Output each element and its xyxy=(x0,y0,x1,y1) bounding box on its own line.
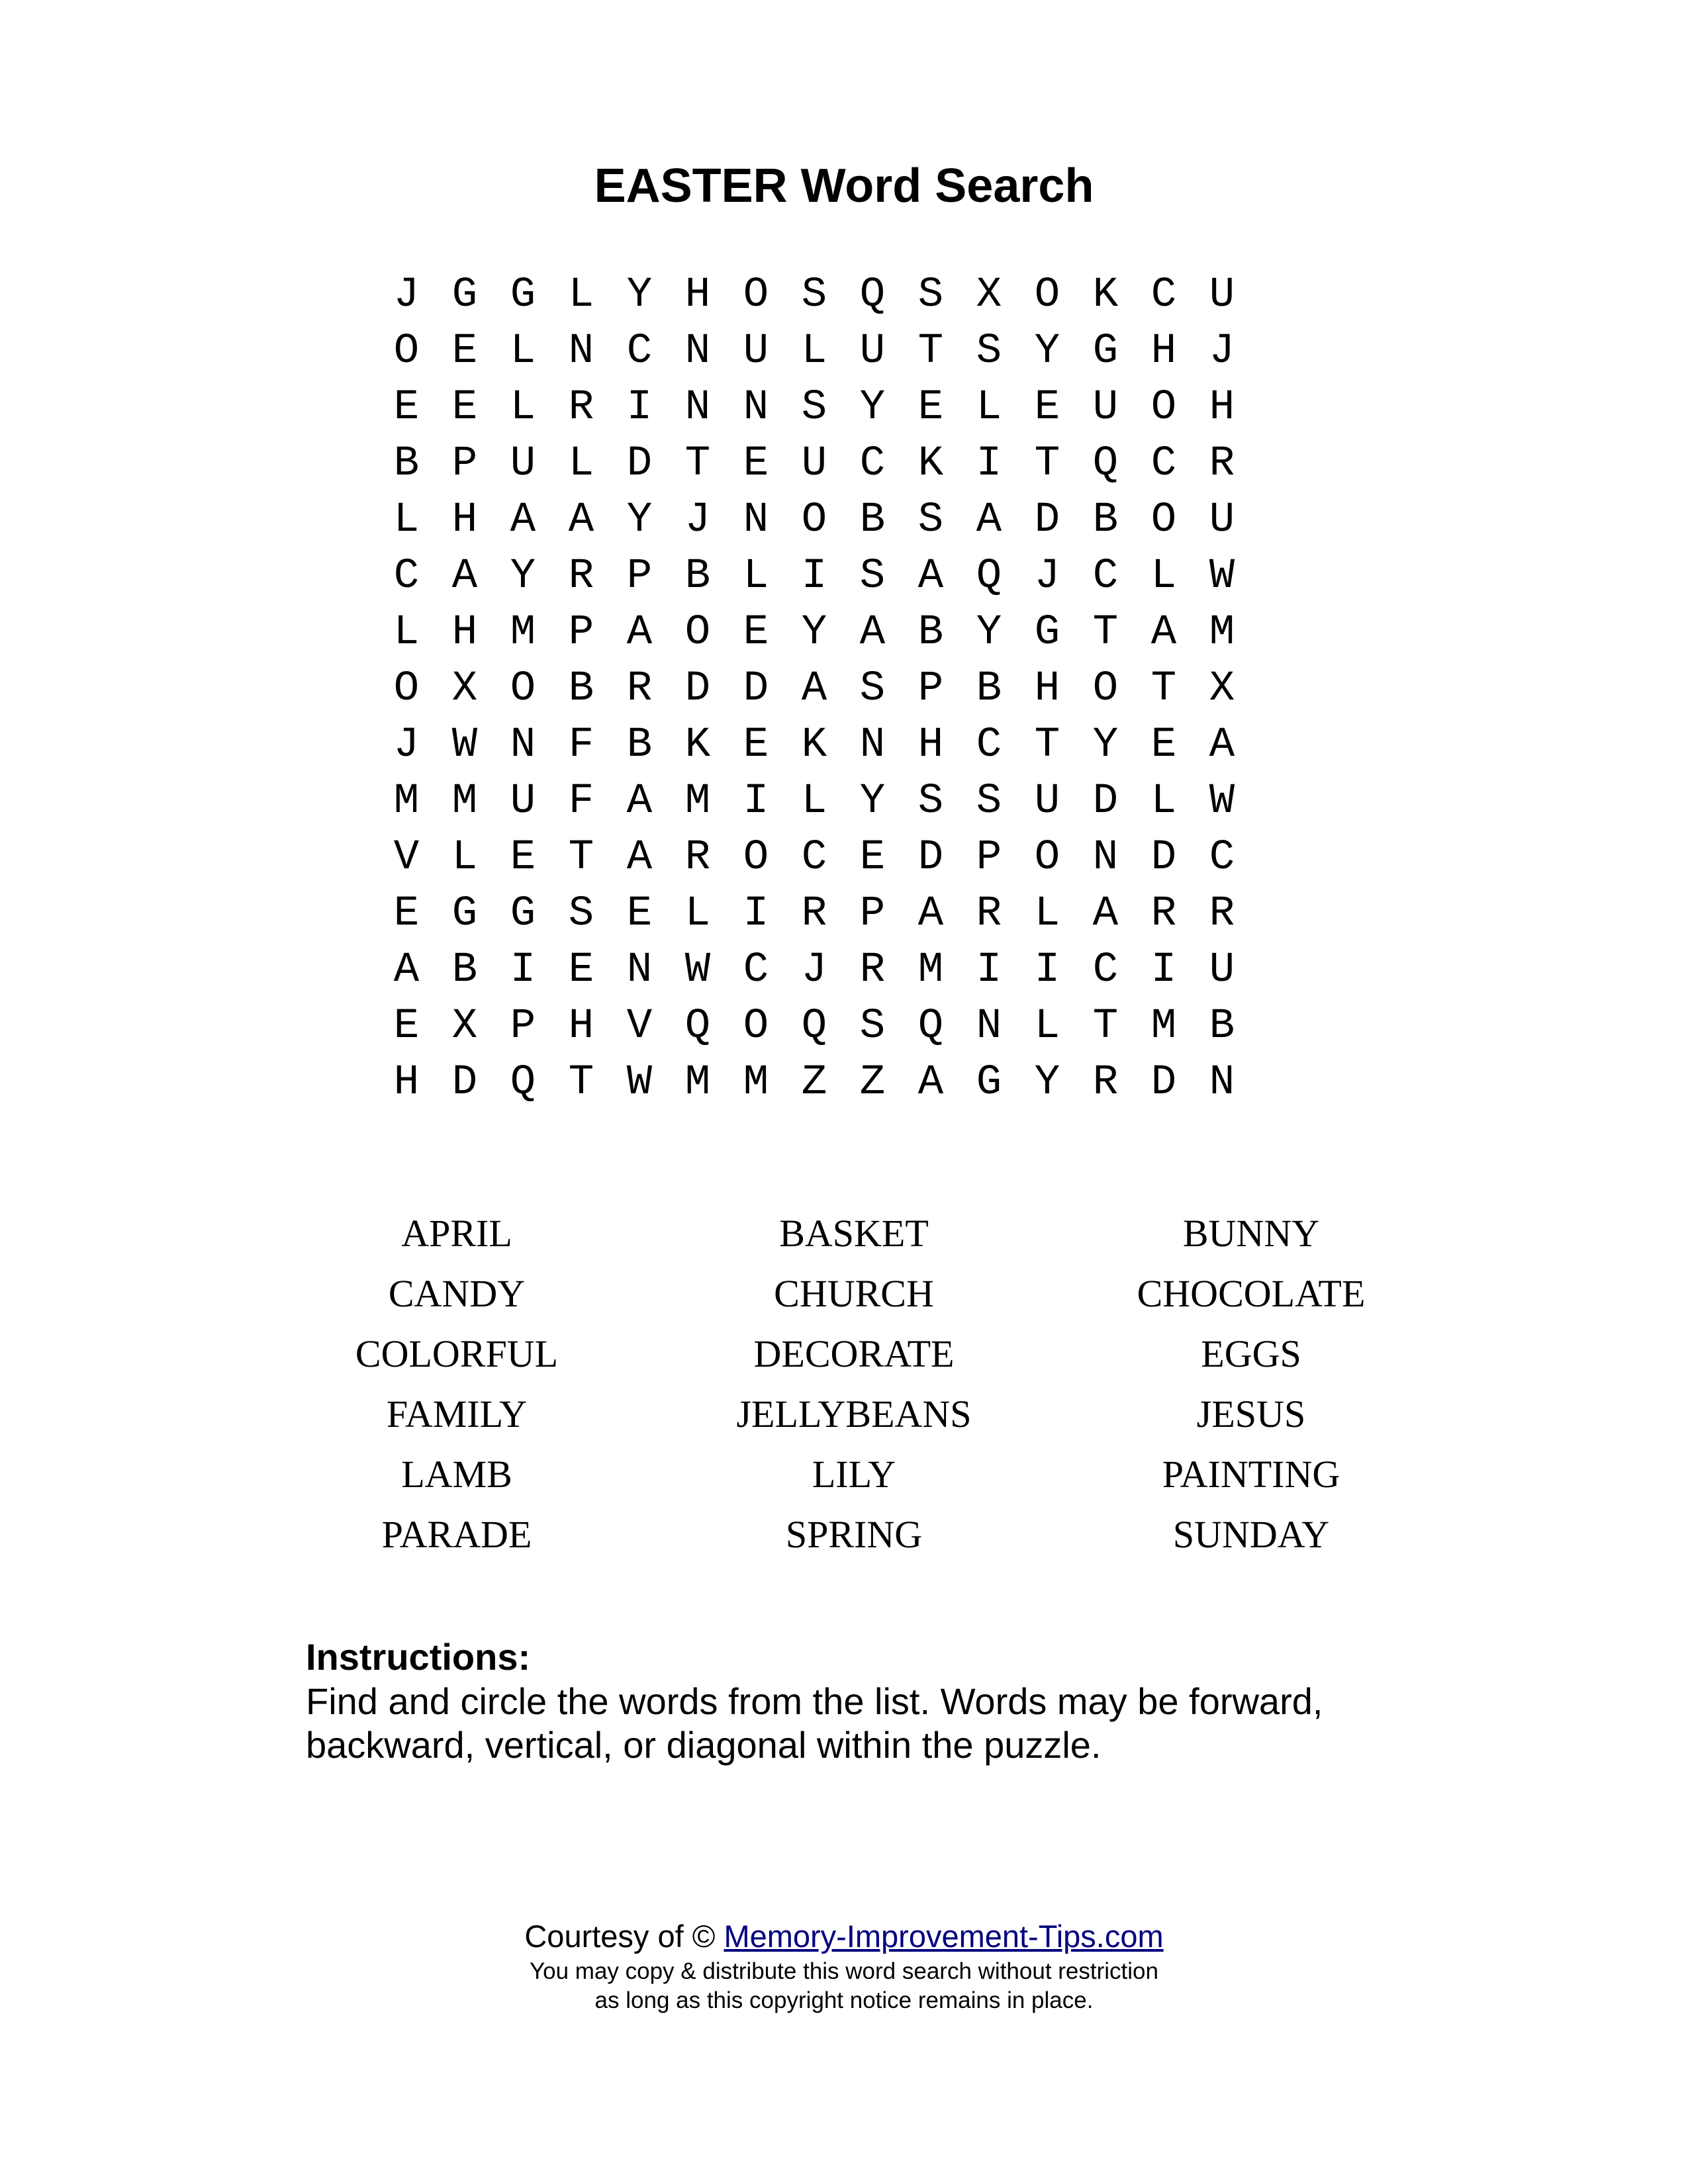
grid-letter: A xyxy=(568,496,594,544)
grid-letter: A xyxy=(626,609,653,657)
word-item: EGGS xyxy=(1201,1332,1301,1375)
grid-letter: U xyxy=(1034,778,1060,825)
grid-letter: T xyxy=(1092,609,1119,657)
grid-letter: W xyxy=(451,721,478,769)
grid-letter: Y xyxy=(626,271,653,319)
grid-letter: L xyxy=(1034,1003,1060,1050)
word-row xyxy=(258,1263,1450,1324)
grid-letter: B xyxy=(451,946,478,994)
grid-letter: A xyxy=(1209,721,1235,769)
word-item: COLORFUL xyxy=(355,1332,559,1375)
grid-letter: L xyxy=(393,496,420,544)
grid-letter: J xyxy=(393,721,420,769)
grid-letter: W xyxy=(1209,553,1235,600)
word-row xyxy=(258,1324,1450,1384)
grid-letter: E xyxy=(451,328,478,375)
grid-letter: R xyxy=(801,890,827,938)
grid-letter: L xyxy=(393,609,420,657)
grid-letter: M xyxy=(1209,609,1235,657)
grid-letter: T xyxy=(1034,721,1060,769)
grid-row xyxy=(377,661,1251,717)
grid-letter: H xyxy=(917,721,944,769)
grid-letter: J xyxy=(393,271,420,319)
grid-letter: Q xyxy=(801,1003,827,1050)
grid-letter: R xyxy=(1209,440,1235,488)
grid-letter: A xyxy=(917,890,944,938)
grid-letter: N xyxy=(743,384,769,432)
grid-letter: N xyxy=(1209,1059,1235,1107)
grid-letter: W xyxy=(626,1059,653,1107)
word-row xyxy=(258,1504,1450,1565)
grid-letter: X xyxy=(451,665,478,713)
grid-letter: B xyxy=(1092,496,1119,544)
grid-letter: Q xyxy=(684,1003,711,1050)
grid-letter: O xyxy=(1034,271,1060,319)
grid-letter: W xyxy=(684,946,711,994)
grid-letter: I xyxy=(801,553,827,600)
grid-letter: D xyxy=(451,1059,478,1107)
grid-letter: H xyxy=(684,271,711,319)
grid-letter: B xyxy=(626,721,653,769)
grid-letter: D xyxy=(1150,1059,1177,1107)
grid-letter: O xyxy=(1092,665,1119,713)
grid-letter: N xyxy=(568,328,594,375)
grid-letter: E xyxy=(451,384,478,432)
grid-letter: L xyxy=(510,328,536,375)
grid-letter: S xyxy=(917,496,944,544)
grid-letter: A xyxy=(976,496,1002,544)
grid-row xyxy=(377,605,1251,661)
grid-letter: Q xyxy=(859,271,886,319)
grid-letter: I xyxy=(976,946,1002,994)
grid-letter: R xyxy=(626,665,653,713)
grid-letter: O xyxy=(743,271,769,319)
word-item: LILY xyxy=(812,1453,896,1496)
grid-letter: A xyxy=(1150,609,1177,657)
word-item: PAINTING xyxy=(1162,1453,1340,1496)
page-title: EASTER Word Search xyxy=(594,159,1094,212)
word-item: CHOCOLATE xyxy=(1137,1272,1366,1315)
grid-letter: A xyxy=(510,496,536,544)
word-item: CHURCH xyxy=(774,1272,934,1315)
grid-letter: S xyxy=(568,890,594,938)
word-item: PARADE xyxy=(381,1513,532,1556)
grid-letter: T xyxy=(684,440,711,488)
grid-letter: J xyxy=(1209,328,1235,375)
grid-letter: O xyxy=(801,496,827,544)
grid-letter: S xyxy=(976,328,1002,375)
grid-row xyxy=(377,942,1251,999)
grid-row xyxy=(377,380,1251,436)
grid-letter: W xyxy=(1209,778,1235,825)
grid-letter: B xyxy=(684,553,711,600)
grid-letter: E xyxy=(393,1003,420,1050)
grid-letter: H xyxy=(568,1003,594,1050)
grid-letter: M xyxy=(743,1059,769,1107)
grid-letter: P xyxy=(451,440,478,488)
grid-letter: D xyxy=(626,440,653,488)
grid-letter: L xyxy=(1150,553,1177,600)
grid-letter: A xyxy=(917,553,944,600)
grid-row xyxy=(377,1055,1251,1111)
grid-letter: N xyxy=(684,328,711,375)
word-list xyxy=(258,1203,1450,1565)
word-item: DECORATE xyxy=(753,1332,955,1375)
word-item: JELLYBEANS xyxy=(736,1392,972,1435)
grid-letter: G xyxy=(1034,609,1060,657)
instructions-body: Find and circle the words from the list. Words may be forward, backward, vertical, or diagonal within the puzzle. xyxy=(306,1680,1323,1766)
grid-letter: D xyxy=(743,665,769,713)
grid-letter: L xyxy=(801,778,827,825)
word-item: BUNNY xyxy=(1182,1212,1320,1255)
grid-letter: I xyxy=(510,946,536,994)
grid-letter: T xyxy=(1034,440,1060,488)
grid-letter: G xyxy=(1092,328,1119,375)
word-item: BASKET xyxy=(779,1212,929,1255)
grid-letter: Q xyxy=(510,1059,536,1107)
grid-letter: V xyxy=(626,1003,653,1050)
grid-letter: Z xyxy=(801,1059,827,1107)
grid-letter: R xyxy=(1209,890,1235,938)
grid-letter: O xyxy=(1150,496,1177,544)
grid-letter: U xyxy=(859,328,886,375)
word-item: LAMB xyxy=(401,1453,512,1496)
grid-letter: Z xyxy=(859,1059,886,1107)
grid-letter: A xyxy=(859,609,886,657)
grid-letter: E xyxy=(1150,721,1177,769)
grid-letter: O xyxy=(743,1003,769,1050)
grid-letter: F xyxy=(568,778,594,825)
grid-letter: N xyxy=(859,721,886,769)
grid-letter: A xyxy=(801,665,827,713)
grid-letter: J xyxy=(1034,553,1060,600)
grid-letter: C xyxy=(626,328,653,375)
grid-letter: J xyxy=(684,496,711,544)
grid-row xyxy=(377,717,1251,774)
grid-letter: C xyxy=(859,440,886,488)
grid-letter: R xyxy=(568,553,594,600)
grid-letter: E xyxy=(743,609,769,657)
grid-letter: U xyxy=(801,440,827,488)
grid-letter: Y xyxy=(801,609,827,657)
grid-letter: H xyxy=(1209,384,1235,432)
grid-letter: H xyxy=(1034,665,1060,713)
grid-letter: E xyxy=(917,384,944,432)
grid-letter: L xyxy=(801,328,827,375)
grid-letter: N xyxy=(626,946,653,994)
grid-letter: A xyxy=(451,553,478,600)
grid-letter: Y xyxy=(859,778,886,825)
grid-letter: R xyxy=(568,384,594,432)
grid-letter: R xyxy=(859,946,886,994)
grid-letter: C xyxy=(1092,553,1119,600)
word-item: SPRING xyxy=(785,1513,923,1556)
grid-letter: O xyxy=(743,834,769,882)
grid-letter: D xyxy=(1034,496,1060,544)
grid-letter: M xyxy=(917,946,944,994)
grid-letter: F xyxy=(568,721,594,769)
grid-letter: K xyxy=(801,721,827,769)
grid-letter: I xyxy=(1034,946,1060,994)
grid-letter: C xyxy=(1150,440,1177,488)
grid-letter: E xyxy=(743,721,769,769)
grid-letter: L xyxy=(510,384,536,432)
grid-letter: O xyxy=(393,665,420,713)
grid-row xyxy=(377,830,1251,886)
grid-letter: P xyxy=(510,1003,536,1050)
grid-letter: E xyxy=(393,890,420,938)
grid-letter: Q xyxy=(976,553,1002,600)
word-row xyxy=(258,1384,1450,1444)
grid-letter: T xyxy=(568,834,594,882)
grid-letter: U xyxy=(1209,496,1235,544)
grid-letter: C xyxy=(1209,834,1235,882)
grid-letter: B xyxy=(568,665,594,713)
grid-letter: G xyxy=(510,271,536,319)
grid-letter: E xyxy=(626,890,653,938)
grid-letter: L xyxy=(568,440,594,488)
grid-letter: K xyxy=(917,440,944,488)
grid-letter: A xyxy=(1092,890,1119,938)
grid-letter: U xyxy=(1209,946,1235,994)
word-row xyxy=(258,1203,1450,1263)
grid-letter: A xyxy=(393,946,420,994)
site-link[interactable]: Memory-Improvement-Tips.com xyxy=(724,1919,1164,1954)
grid-letter: O xyxy=(1150,384,1177,432)
grid-letter: U xyxy=(1092,384,1119,432)
grid-letter: S xyxy=(917,778,944,825)
grid-letter: U xyxy=(1209,271,1235,319)
word-item: SUNDAY xyxy=(1172,1513,1330,1556)
grid-letter: N xyxy=(684,384,711,432)
grid-letter: A xyxy=(626,778,653,825)
grid-letter: B xyxy=(917,609,944,657)
grid-row xyxy=(377,324,1251,380)
grid-letter: Y xyxy=(859,384,886,432)
grid-letter: A xyxy=(626,834,653,882)
grid-letter: T xyxy=(1150,665,1177,713)
grid-letter: G xyxy=(976,1059,1002,1107)
grid-letter: D xyxy=(684,665,711,713)
grid-letter: I xyxy=(1150,946,1177,994)
grid-letter: T xyxy=(568,1059,594,1107)
grid-letter: Q xyxy=(917,1003,944,1050)
grid-letter: L xyxy=(1034,890,1060,938)
grid-letter: T xyxy=(917,328,944,375)
grid-letter: E xyxy=(1034,384,1060,432)
grid-letter: M xyxy=(451,778,478,825)
grid-letter: H xyxy=(451,609,478,657)
grid-letter: U xyxy=(510,778,536,825)
word-item: FAMILY xyxy=(386,1392,528,1435)
grid-letter: H xyxy=(1150,328,1177,375)
letter-grid xyxy=(377,267,1251,1115)
grid-letter: E xyxy=(510,834,536,882)
grid-letter: C xyxy=(976,721,1002,769)
grid-letter: X xyxy=(976,271,1002,319)
grid-letter: S xyxy=(801,384,827,432)
grid-letter: O xyxy=(1034,834,1060,882)
grid-letter: O xyxy=(510,665,536,713)
grid-letter: Y xyxy=(510,553,536,600)
grid-letter: C xyxy=(393,553,420,600)
copyright-note-line-1: You may copy & distribute this word search without restriction xyxy=(530,1958,1158,1984)
grid-letter: H xyxy=(451,496,478,544)
grid-letter: I xyxy=(743,778,769,825)
grid-letter: R xyxy=(1092,1059,1119,1107)
grid-letter: P xyxy=(976,834,1002,882)
grid-row xyxy=(377,549,1251,605)
grid-letter: B xyxy=(393,440,420,488)
grid-letter: C xyxy=(1092,946,1119,994)
grid-letter: X xyxy=(1209,665,1235,713)
grid-letter: L xyxy=(976,384,1002,432)
instructions xyxy=(306,1635,1431,1767)
grid-letter: R xyxy=(684,834,711,882)
grid-letter: D xyxy=(1150,834,1177,882)
grid-letter: N xyxy=(743,496,769,544)
grid-letter: R xyxy=(976,890,1002,938)
grid-letter: O xyxy=(393,328,420,375)
grid-letter: M xyxy=(684,778,711,825)
grid-letter: K xyxy=(684,721,711,769)
grid-letter: M xyxy=(1150,1003,1177,1050)
grid-row xyxy=(377,492,1251,549)
grid-letter: Q xyxy=(1092,440,1119,488)
word-item: APRIL xyxy=(401,1212,512,1255)
grid-letter: E xyxy=(859,834,886,882)
grid-letter: G xyxy=(451,271,478,319)
grid-letter: N xyxy=(510,721,536,769)
grid-letter: I xyxy=(743,890,769,938)
word-row xyxy=(258,1444,1450,1504)
grid-letter: E xyxy=(393,384,420,432)
grid-letter: B xyxy=(1209,1003,1235,1050)
grid-letter: S xyxy=(976,778,1002,825)
grid-letter: P xyxy=(626,553,653,600)
courtesy-prefix: Courtesy of © xyxy=(524,1919,716,1954)
grid-row xyxy=(377,999,1251,1055)
grid-letter: T xyxy=(1092,1003,1119,1050)
grid-letter: Y xyxy=(976,609,1002,657)
grid-letter: I xyxy=(976,440,1002,488)
grid-letter: X xyxy=(451,1003,478,1050)
grid-letter: M xyxy=(510,609,536,657)
grid-letter: Y xyxy=(1034,1059,1060,1107)
grid-letter: J xyxy=(801,946,827,994)
grid-letter: Y xyxy=(626,496,653,544)
grid-letter: I xyxy=(626,384,653,432)
grid-letter: R xyxy=(1150,890,1177,938)
word-item: JESUS xyxy=(1196,1392,1306,1435)
grid-letter: H xyxy=(393,1059,420,1107)
grid-letter: K xyxy=(1092,271,1119,319)
grid-letter: G xyxy=(451,890,478,938)
grid-letter: P xyxy=(917,665,944,713)
grid-letter: M xyxy=(684,1059,711,1107)
copyright-note-line-2: as long as this copyright notice remains in place. xyxy=(594,1987,1094,2013)
grid-letter: L xyxy=(568,271,594,319)
grid-letter: L xyxy=(684,890,711,938)
grid-letter: Y xyxy=(1034,328,1060,375)
grid-letter: S xyxy=(859,1003,886,1050)
grid-letter: B xyxy=(859,496,886,544)
grid-letter: S xyxy=(801,271,827,319)
footer xyxy=(0,1916,1688,2015)
grid-letter: D xyxy=(917,834,944,882)
grid-letter: V xyxy=(393,834,420,882)
grid-letter: M xyxy=(393,778,420,825)
grid-letter: G xyxy=(510,890,536,938)
grid-row xyxy=(377,436,1251,492)
grid-letter: U xyxy=(510,440,536,488)
grid-letter: E xyxy=(743,440,769,488)
grid-letter: A xyxy=(917,1059,944,1107)
grid-letter: N xyxy=(1092,834,1119,882)
grid-letter: Y xyxy=(1092,721,1119,769)
grid-row xyxy=(377,267,1251,324)
grid-letter: S xyxy=(917,271,944,319)
word-item: CANDY xyxy=(388,1272,526,1315)
grid-row xyxy=(377,886,1251,942)
grid-letter: C xyxy=(801,834,827,882)
courtesy-line xyxy=(0,1916,1688,1957)
grid-letter: P xyxy=(859,890,886,938)
grid-letter: B xyxy=(976,665,1002,713)
grid-letter: E xyxy=(568,946,594,994)
grid-letter: P xyxy=(568,609,594,657)
grid-letter: C xyxy=(1150,271,1177,319)
grid-letter: C xyxy=(743,946,769,994)
grid-letter: N xyxy=(976,1003,1002,1050)
grid-letter: S xyxy=(859,553,886,600)
grid-letter: L xyxy=(451,834,478,882)
grid-letter: O xyxy=(684,609,711,657)
instructions-heading: Instructions: xyxy=(306,1636,531,1678)
grid-letter: L xyxy=(1150,778,1177,825)
grid-letter: S xyxy=(859,665,886,713)
grid-letter: L xyxy=(743,553,769,600)
grid-row xyxy=(377,774,1251,830)
grid-letter: U xyxy=(743,328,769,375)
grid-letter: D xyxy=(1092,778,1119,825)
